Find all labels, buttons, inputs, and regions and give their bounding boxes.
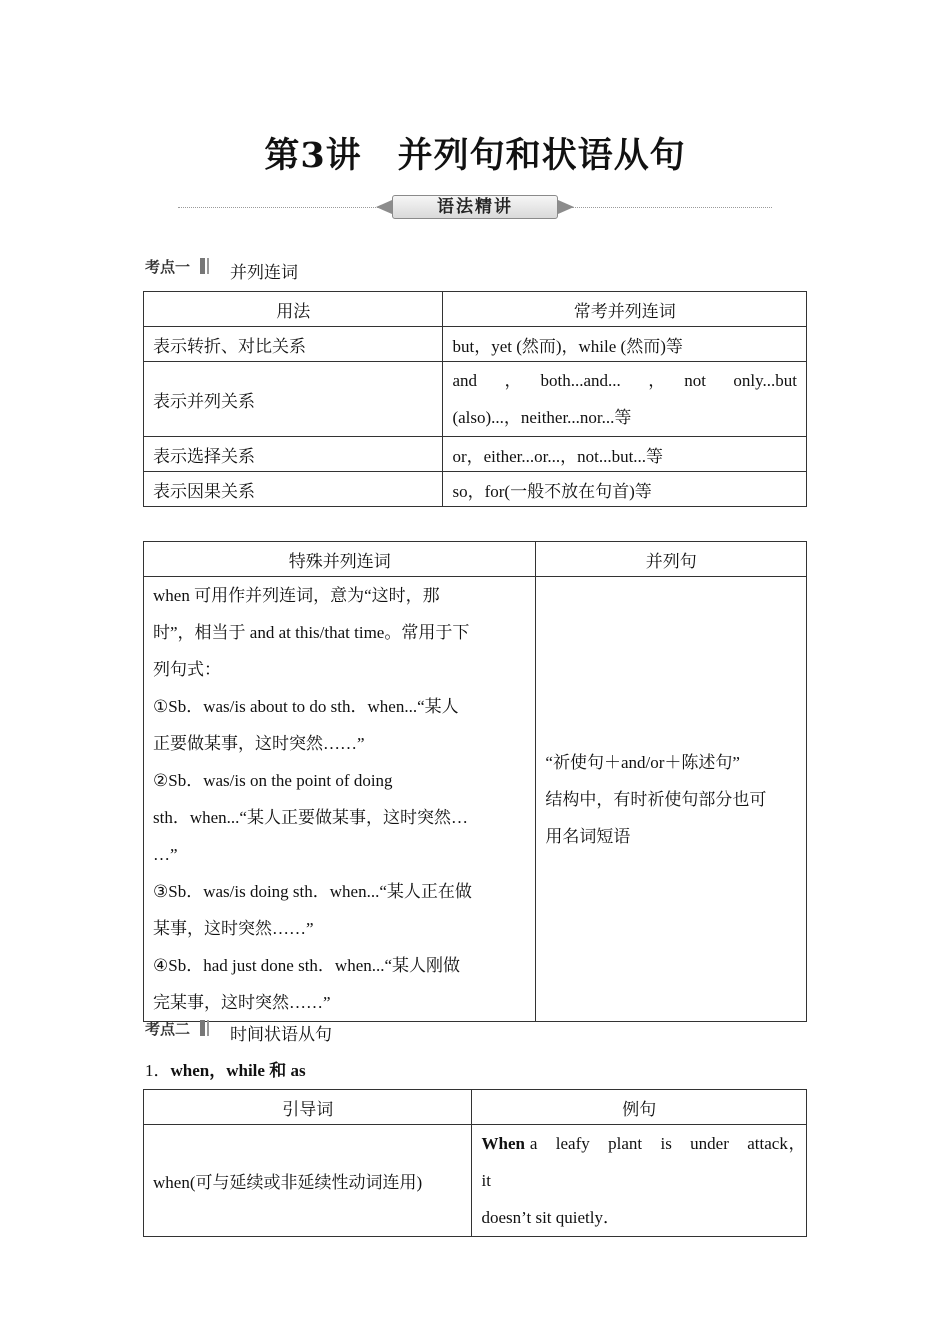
cell-line: …” [153,845,178,864]
table-cell: when(可与延续或非延续性动词连用) [144,1125,472,1237]
cell-line: 结构中，有时祈使句部分也可 [545,789,767,809]
tag-bar-icon [200,258,205,274]
table-header: 并列句 [536,542,807,577]
table-header: 特殊并列连词 [144,542,536,577]
table-row [144,362,807,437]
cell-line: ④Sb．had just done sth．when...“某人刚做 [153,956,461,975]
table-header: 用法 [144,292,443,327]
cell-line: ①Sb．was/is about to do sth．when...“某人 [153,697,459,716]
tag-bar-icon [207,1020,209,1036]
table-header: 引导词 [144,1090,472,1125]
table-cell: 表示转折、对比关系 [144,327,443,362]
section2-tag: 考点二 [145,1020,191,1038]
cell-line [481,1125,814,1199]
cell-line: 完某事，这时突然……” [153,993,331,1012]
table-cell: so，for(一般不放在句首)等 [443,472,807,507]
table-cell: or，either...or...，not...but...等 [443,437,807,472]
example-keyword: When [481,1134,525,1153]
cell-line: and ， both...and... ， not only...but [452,371,797,390]
table-row [144,437,807,472]
time-clause-table [143,1089,814,1237]
conjunction-table [143,291,807,507]
table-row [144,577,807,1022]
special-conjunction-table [143,541,807,1022]
cell-line: sth．when...“某人正要做某事，这时突然… [153,808,468,827]
table-row [144,472,807,507]
section1-title: 并列连词 [230,263,298,283]
cell-line: 正要做某事，这时突然……” [153,734,365,753]
tag-bar-icon [207,258,209,274]
table-cell: 表示因果关系 [144,472,443,507]
banner-label: 语法精讲 [392,195,558,219]
subheading [145,1056,306,1081]
table-row [144,327,807,362]
cell-line: 时”，相当于 and at this/that time。常用于下 [153,623,470,642]
table-header: 常考并列连词 [443,292,807,327]
table-row [144,1125,807,1237]
example-text: a leafy plant is under attack， it [481,1134,814,1190]
cell-line: ②Sb．was/is on the point of doing [153,771,393,790]
cell-line: doesn’t sit quietly． [481,1208,620,1227]
page-title: 第3讲 并列句和状语从句 [264,135,686,176]
table-cell: 表示并列关系 [144,362,443,437]
cell-line: “祈使句＋and/or＋陈述句” [545,752,740,772]
table-cell [443,362,807,437]
cell-line: when 可用作并列连词，意为“这时，那 [153,586,440,605]
banner-divider-right [572,207,772,208]
section2-title: 时间状语从句 [230,1025,332,1045]
table-cell: 表示选择关系 [144,437,443,472]
table-cell [536,577,807,1022]
cell-line: 某事，这时突然……” [153,919,314,938]
banner-divider-left [178,207,378,208]
subheading-text: when，while 和 as [170,1061,306,1080]
cell-line: (also)...，neither...nor...等 [452,408,632,427]
table-cell [472,1125,814,1237]
table-cell [144,577,536,1022]
subheading-number: 1． [145,1061,171,1080]
cell-line: 用名词短语 [545,826,631,846]
section1-tag: 考点一 [145,258,191,276]
table-cell: but，yet (然而)，while (然而)等 [443,327,807,362]
banner-ribbon-right [558,200,574,214]
banner-ribbon-left [376,200,392,214]
cell-line: ③Sb．was/is doing sth．when...“某人正在做 [153,882,472,901]
table-header: 例句 [472,1090,807,1125]
section-banner [178,193,772,221]
cell-line: 列句式： [153,660,221,679]
tag-bar-icon [200,1020,205,1036]
